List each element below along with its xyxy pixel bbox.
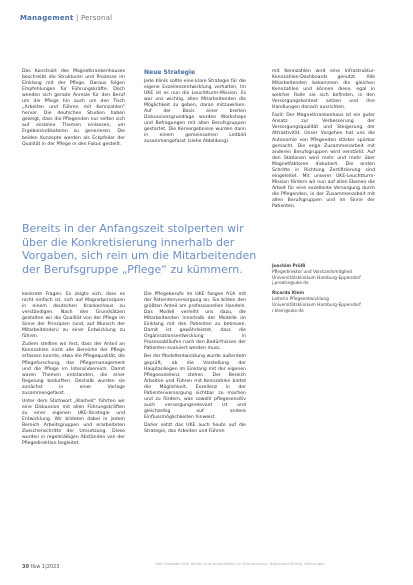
author-name: Joachim Prölß [272, 264, 306, 269]
subheading: Neue Strategie [144, 69, 196, 76]
author-block [272, 264, 376, 287]
page-header [20, 14, 112, 22]
paragraph: Bei der Modellentwicklung wurde außerdem geprüft, ob die Vorstellung der Hauptanliegen im Einklang mit der eigenen Pflegeexzellenz stehen. Der Bereich Arbeiten und Führen mit Kennzahlen bietet die Möglichkeit, Exzellenz in der Patientenversorgung sichtbar zu machen und zu fördern, was sowohl pflegesensitiv auch versorgungsrelevant ist und gleichzeitig auf andere Einflussmöglichkeiten hinweist. [144, 354, 246, 420]
paragraph: Die Pflegeberufe im UKE fangen früh mit der Patientenversorgung an. Sie bilden den größten Anteil am professionellen Handeln. Das Modell verleiht uns dazu, die Mitarbeitenden innerhalb der Modelle im Einklang mit den Patienten zu betreuen. Damit ist gewährleistet, dass die Organisationsentwicklung in Prozessabläufen nach den Bedürfnissen der Patienten evaluiert werden muss. [144, 292, 246, 352]
author-email: r.klein@uke.de [272, 308, 304, 314]
author-affiliation: Universitätsklinikum Hamburg-Eppendorf [272, 302, 361, 308]
paragraph: Jede Klinik sollte eine klare Strategie für die eigene Exzellenzentwicklung vorhalten. Im UKE ist es nun die Leuchtturm-Mission. Es war uns wichtig, allen Mitarbeitenden die Möglichkeit zu geben, daran mitzuwirken. Auf der Basis einer breiten Diskussionsgrundlage wurden Workshops und Befragungen mit allen Berufsgruppen gestartet. Die Kernergebnisse wurden dann in einem gemeinsamen Leitbild zusammengefasst (siehe Abbildung). [144, 79, 246, 145]
paragraph: Fazit: Der Magnetkrankenhaus ist ein guter Ansatz zur Verbesserung der Versorgungsqualität und Steigerung der Attraktivität. Unser Vorgehen hat uns die Autonomie von Pflegenden stärker spürbar gemacht. Die enge Zusammenarbeit mit anderen Berufsgruppen wird verstärkt. Auf den Stationen wird mehr und mehr über Magnetfaktoren diskutiert. Die ersten Schritte in Richtung Zertifizierung sind eingeleitet. Mit unserer UKE-Leuchtturm-Mission fördern wir nun auf allen Ebenen die Arbeit für eine exzellente Versorgung durch die Pflegenden, in der Zusammenarbeit mit allen Berufsgruppen und im Sinne der Patienten. [272, 113, 375, 210]
paragraph: Zudem stellten wir fest, dass der Anteil an Kennzahlen nicht alle Bereiche der Pflege erfassen konnte, etwa die Pflegequalität, die Pflegeforschung, das Pflegemanagement und die Pflege im Intensivbereich. Damit waren Themen entstanden, die einer Regelung bedurften. Deshalb wurden sie zunächst in einer Vorlage zusammengefasst. [22, 342, 125, 396]
article-column-3-top [272, 69, 375, 212]
article-column-1-top [22, 69, 125, 150]
page-number: 30 [22, 564, 29, 570]
paragraph: konkrete Fragen. Es zeigte sich, dass es nicht einfach ist, sich auf Magnetprinzipien in einem deutschen Krankenhaus zu verständigen. Nach den Grundsätzen gestalten wir die Qualität von der Pflege im Sinne der Prinzipien (und, auf Wunsch der Mitarbeitenden) zu einer Entwicklung zu führen. [22, 292, 125, 340]
issue-label: f&w 1|2023 [30, 564, 60, 570]
header-separator: | [75, 14, 79, 22]
paragraph: Daher setzt das UKE auch heute auf die Strategie, das Arbeiten und Führen [144, 422, 246, 435]
paragraph: Das Konstrukt des Magnetkrankenhauses beschreibt die Strukturen und Prozesse im Einklang mit der Pflege. Daraus folgen Empfehlungen für Führungskräfte. Doch wenden sich gerade Anreize für den Beruf um die Pflege hin auch um den Tisch „Arbeiten und Führen mit Kennzahlen“ hervor. Die deutschen Studien haben gezeigt, dass die Pflegenden nur selten sich auf einzelne Themen einlassen, um Ergebnisindikatoren zu generieren. Die beiden Konzepte werden als Eckpfeiler der Qualität in der Pflege in den Fokus gestellt. [22, 69, 125, 147]
author-role: Pflegedirektor und Vorstandsmitglied [272, 269, 352, 275]
author-affiliation: Universitätsklinikum Hamburg-Eppendorf [272, 275, 361, 281]
article-column-2-top [144, 69, 246, 148]
section-title: Management [20, 14, 74, 22]
author-email: j.proelss@uke.de [272, 281, 309, 287]
author-block [272, 291, 376, 314]
page-footer [22, 564, 60, 570]
subsection-title: Personal [80, 14, 113, 22]
author-info [272, 264, 376, 318]
paragraph: mit Kennzahlen wird eine Infrastruktur-Kennzahlen-Dashboards genutzt. Alle Mitarbeitenden bekommen die gleichen Kennzahlen und können diese, egal in welcher Rolle sie sich befinden, in den Versorgungskontext setzen und ihre Handlungen danach ausrichten. [272, 69, 375, 111]
paragraph: Unter dem Stichwort „Klarheit“ führten wir eine Diskussion mit allen Führungskräften zu einer eigenen UKE-Strategie und Entwicklung. Wir bildeten dabei in jedem Bereich Arbeitsgruppen und erarbeiteten Zwischenschritte der Umsetzung. Diese wurden in regelmäßigen Abständen von der Pflegedirektion begleitet. [22, 398, 125, 447]
article-column-1-bottom [22, 292, 125, 449]
footer-note: Heft-Ausgabe f&w führen und wirtschaften im Krankenhaus, Bibliomed-Verlag, Melsungen [155, 562, 325, 566]
pull-quote: Bereits in der Anfangszeit stolperten wir über die Konkretisierung innerhalb der Vorgaben, sich rein um die Mitarbeitenden der Berufsgruppe „Pflege“ zu kümmern. [22, 222, 257, 276]
author-role: Leiterin Pflegeentwicklung [272, 296, 329, 302]
author-name: Ricarda Klein [272, 291, 305, 297]
article-column-2-bottom [144, 292, 246, 437]
